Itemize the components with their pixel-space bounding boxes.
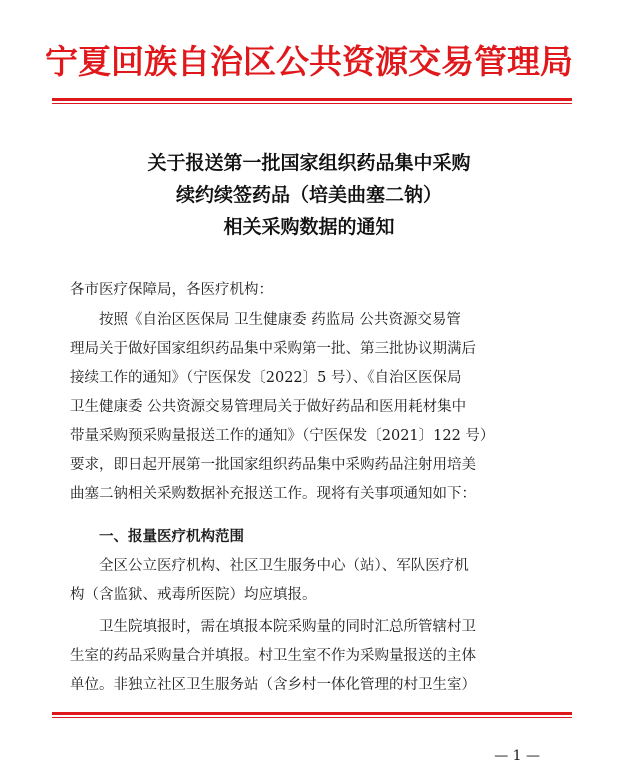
footer-divider-thin [52,717,572,718]
paragraph-line: 生室的药品采购量合并填报。村卫生室不作为采购量报送的主体 [70,648,476,664]
paragraph-line: 要求，即日起开展第一批国家组织药品集中采购药品注射用培美 [70,457,476,473]
paragraph-line: 曲塞二钠相关采购数据补充报送工作。现将有关事项通知如下： [70,486,476,502]
header-divider-thin [52,103,572,104]
issuer-header: 宁夏回族自治区公共资源交易管理局 [45,42,573,81]
section-heading-1 [70,522,560,551]
paragraph-line: 卫生院填报时，需在填报本院采购量的同时汇总所管辖村卫 [99,619,476,635]
paragraph-line: 构（含监狱、戒毒所医院）均应填报。 [70,587,317,603]
paragraph-line: 单位。非独立社区卫生服务站（含乡村一体化管理的村卫生室） [70,677,476,693]
paragraph-2 [70,552,560,610]
paragraph-line: 按照《自治区医保局 卫生健康委 药监局 公共资源交易管 [99,312,461,328]
header-divider-thick [52,98,572,101]
salutation-text: 各市医疗保障局，各医疗机构： [70,282,273,298]
section-heading-text: 一、报量医疗机构范围 [99,528,244,545]
paragraph-line: 带量采购预采购量报送工作的通知》（宁医保发〔2021〕122 号） [70,428,495,444]
paragraph-1 [70,306,560,509]
doc-title-line-2: 续约续签药品（培美曲塞二钠） [175,184,442,206]
paragraph-3 [70,613,560,700]
salutation [70,276,560,305]
paragraph-line: 理局关于做好国家组织药品集中采购第一批、第三批协议期满后 [70,341,476,357]
page-number: — 1 — [494,748,540,764]
footer-divider-thick [52,712,572,715]
doc-title-line-1: 关于报送第一批国家组织药品集中采购 [147,152,471,174]
paragraph-line: 卫生健康委 公共资源交易管理局关于做好药品和医用耗材集中 [70,399,467,415]
paragraph-line: 接续工作的通知》（宁医保发〔2022〕5 号）、《自治区医保局 [70,370,462,386]
doc-title-line-3: 相关采购数据的通知 [223,216,395,238]
paragraph-line: 全区公立医疗机构、社区卫生服务中心（站）、军队医疗机 [99,558,469,574]
